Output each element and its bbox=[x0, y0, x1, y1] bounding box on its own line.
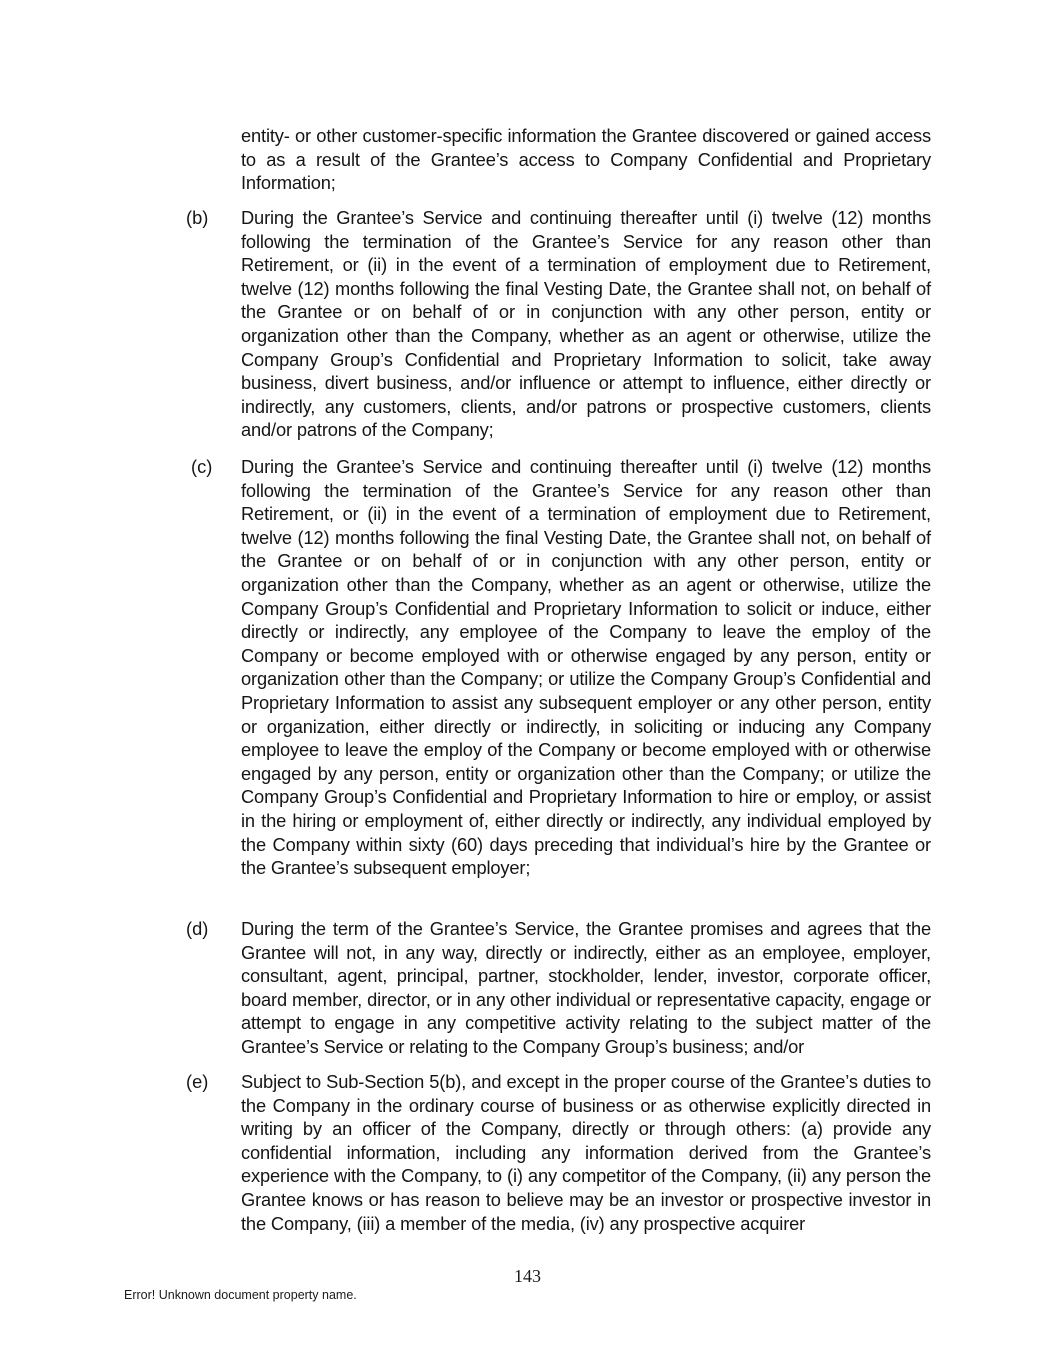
page-number: 143 bbox=[514, 1266, 541, 1286]
item-label-d: (d) bbox=[186, 918, 209, 939]
item-text-b: During the Grantee’s Service and continuing thereafter until (i) twelve (12) months following the termination of the Grantee’s Service for any reason other than Retirement, or (ii) in the event of a termination of employment due to Retirement, twelve (12) months following the final Vesting Date, the Grantee shall not, on behalf of the Grantee or on behalf of or in conjunction with any other person, entity or organization other than the Company, whether as an agent or otherwise, utilize the Company Group’s Confidential and Proprietary Information to solicit, take away business, divert business, and/or influence or attempt to influence, either directly or indirectly, any customers, clients, and/or patrons or prospective customers, clients and/or patrons of the Company; bbox=[241, 207, 931, 441]
list-item-b bbox=[186, 206, 931, 442]
item-label-c: (c) bbox=[191, 456, 213, 477]
item-text-e: Subject to Sub-Section 5(b), and except in the proper course of the Grantee’s duties to the Company in the ordinary course of business or as otherwise explicitly directed in writing by an officer of the Company, directly or through others: (a) provide any confidential information, including any information derived from the Grantee’s experience with the Company, to (i) any competitor of the Company, (ii) any person the Grantee knows or has reason to believe may be an investor or prospective investor in the Company, (iii) a member of the media, (iv) any prospective acquirer bbox=[241, 1071, 931, 1234]
continued-paragraph: entity- or other customer-specific information the Grantee discovered or gained access to as a result of the Grantee’s access to Company Confidential and Proprietary Information; bbox=[241, 125, 931, 194]
footer-field-error: Error! Unknown document property name. bbox=[124, 1288, 357, 1302]
item-label-b: (b) bbox=[186, 207, 209, 228]
item-text-d: During the term of the Grantee’s Service, the Grantee promises and agrees that the Grantee will not, in any way, directly or indirectly, either as an employee, employer, consultant, agent, principal, partner, stockholder, lender, investor, corporate officer, board member, director, or in any other individual or representative capacity, engage or attempt to engage in any competitive activity relating to the subject matter of the Grantee’s Service or relating to the Company Group’s business; and/or bbox=[241, 918, 931, 1057]
item-label-e: (e) bbox=[186, 1071, 209, 1092]
item-text-c: During the Grantee’s Service and continuing thereafter until (i) twelve (12) months following the termination of the Grantee’s Service for any reason other than Retirement, or (ii) in the event of a termination of employment due to Retirement, twelve (12) months following the final Vesting Date, the Grantee shall not, on behalf of the Grantee or on behalf of or in conjunction with any other person, entity or organization other than the Company, whether as an agent or otherwise, utilize the Company Group’s Confidential and Proprietary Information to solicit or induce, either directly or indirectly, any employee of the Company to leave the employ of the Company or become employed with or otherwise engaged by any person, entity or organization other than the Company; or utilize the Company Group’s Confidential and Proprietary Information to assist any subsequent employer or any other person, entity or organization, either directly or indirectly, in soliciting or inducing any Company employee to leave the employ of the Company or become employed with or otherwise engaged by any person, entity or organization other than the Company; or utilize the Company Group’s Confidential and Proprietary Information to hire or employ, or assist in the hiring or employment of, either directly or indirectly, any individual employed by the Company within sixty (60) days preceding that individual’s hire by the Grantee or the Grantee’s subsequent employer; bbox=[241, 456, 931, 879]
list-item-d bbox=[186, 917, 931, 1059]
list-item-e bbox=[186, 1070, 931, 1235]
list-item-c bbox=[186, 455, 931, 880]
